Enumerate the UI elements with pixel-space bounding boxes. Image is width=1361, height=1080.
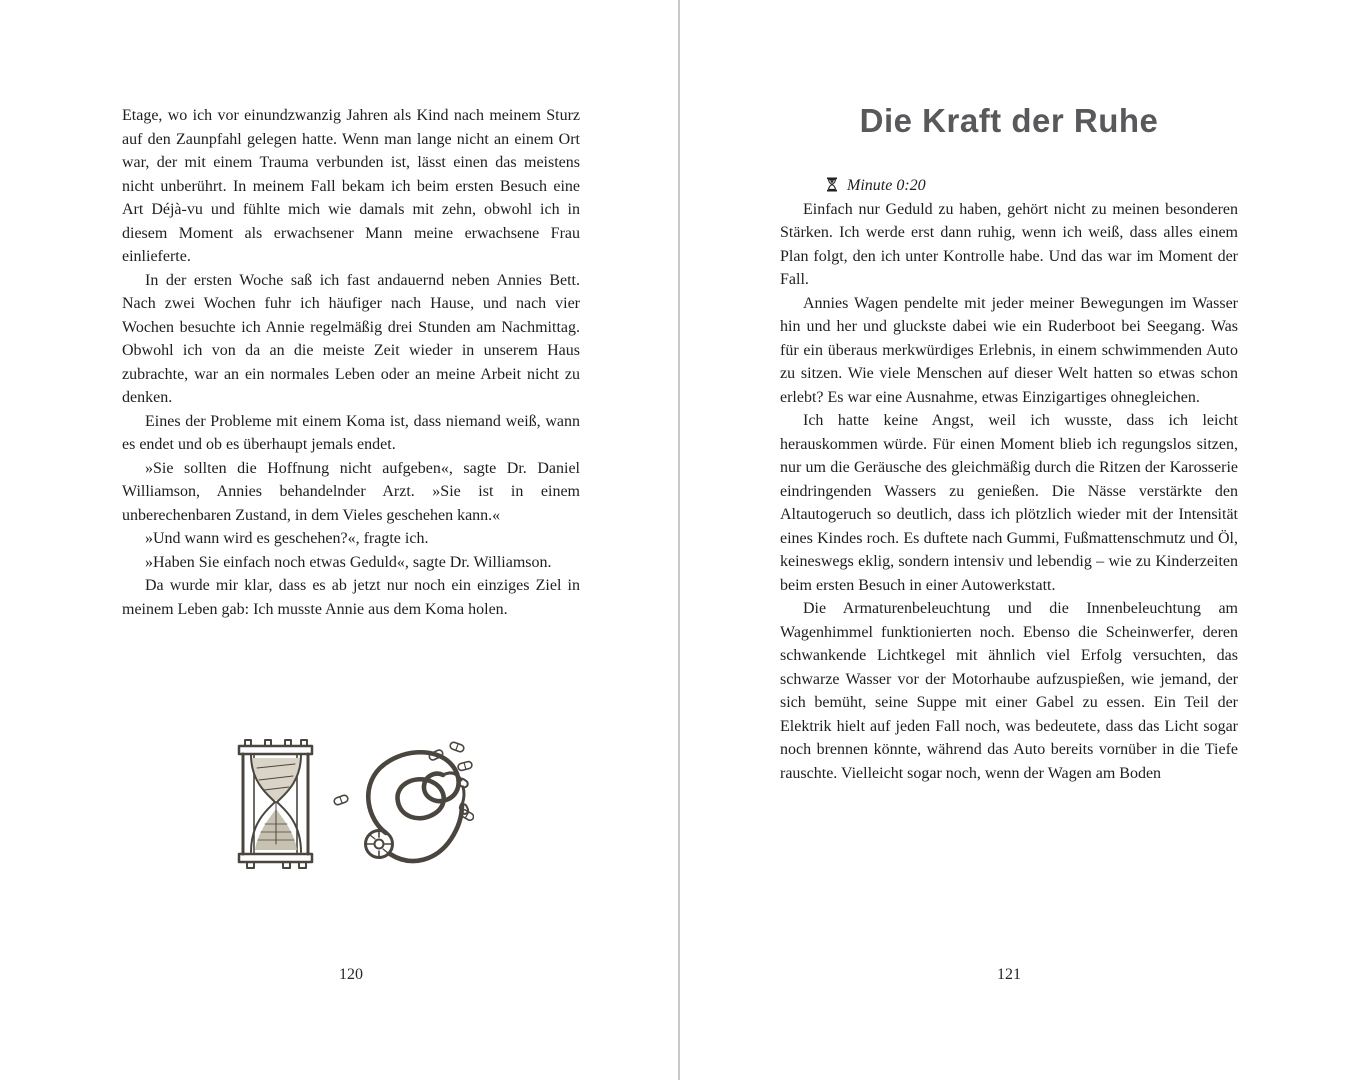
minute-marker-label: Minute 0:20 — [847, 177, 926, 194]
chapter-title: Die Kraft der Ruhe — [859, 102, 1159, 139]
paragraph: Annies Wagen pendelte mit jeder meiner Bewegungen im Wasser hin und her und gluckste dabei wie ein Ruderboot bei Seegang. Was für ein überaus merkwürdiges Erlebnis, in einem schwimmenden Auto zu sitzen. Wie viele Menschen auf dieser Welt hatten so etwas schon erlebt? Es war eine Ausnahme, etwas Einzigartiges ohnegleichen. — [780, 294, 1238, 406]
hourglass-icon — [826, 177, 838, 192]
paragraph: »Haben Sie einfach noch etwas Geduld«, sagte Dr. Williamson. — [145, 553, 552, 571]
stethoscope-illustration — [365, 752, 469, 861]
paragraph: »Sie sollten die Hoffnung nicht aufgeben«, sagte Dr. Daniel Williamson, Annies behandelnder Arzt. »Sie ist in einem unberechenbaren Zustand, in dem Vieles geschehen kann.« — [122, 459, 580, 524]
paragraph: Einfach nur Geduld zu haben, gehört nicht zu meinen besonderen Stärken. Ich werde erst dann ruhig, wenn ich weiß, dass alles einem Plan folgt, den ich unter Kontrolle habe. Und das war im Moment der Fall. — [780, 200, 1238, 288]
page-gutter-divider — [678, 0, 680, 1080]
paragraph: Die Armaturenbeleuchtung und die Innenbeleuchtung am Wagenhimmel funktionierten noch. Ebenso die Scheinwerfer, deren schwankende Lichtkegel mit ähnlich viel Erfolg versuchten, das schwarze Wasser vor der Motorhaube aufzuspießen, wie jemand, der sich bemüht, seine Suppe mit einer Gabel zu essen. Ein Teil der Elektrik hielt auf jeden Fall noch, was bedeutete, dass das Licht sogar noch brennen könnte, während das Auto bereits vornüber in die Tiefe rauschte. Vielleicht sogar noch, wenn der Wagen am Boden — [780, 600, 1238, 782]
page-number-left: 120 — [339, 966, 363, 983]
paragraph: Da wurde mir klar, dass es ab jetzt nur noch ein einziges Ziel in meinem Leben gab: Ich musste Annie aus dem Koma holen. — [122, 577, 580, 618]
chapter-end-illustration — [122, 738, 580, 873]
left-page-text-block — [122, 104, 580, 621]
paragraph: Eines der Probleme mit einem Koma ist, dass niemand weiß, wann es endet und ob es überhaupt jemals endet. — [122, 412, 580, 453]
paragraph: »Und wann wird es geschehen?«, fragte ich. — [145, 530, 429, 547]
hourglass-illustration — [239, 740, 312, 868]
page-number-right: 121 — [997, 966, 1021, 983]
paragraph: In der ersten Woche saß ich fast andauernd neben Annies Bett. Nach zwei Wochen fuhr ich häufiger nach Hause, und nach vier Wochen besuchte ich Annie regelmäßig drei Stunden am Nachmittag. Obwohl ich von da an die meiste Zeit wieder in unserem Haus zubrachte, war an ein normales Leben oder an meine Arbeit nicht zu denken. — [122, 271, 580, 406]
right-page-text-block — [780, 101, 1238, 785]
illustration-canvas — [229, 738, 474, 873]
paragraph: Etage, wo ich vor einundzwanzig Jahren als Kind nach meinem Sturz auf den Zaunpfahl gelegen hatte. Wenn man lange nicht an einem Ort war, der mit einem Trauma verbunden ist, lässt einen das meistens nicht unberührt. In meinem Fall bekam ich beim ersten Besuch eine Art Déjà-vu und fühlte mich wie damals mit zehn, obwohl ich in diesem Moment als erwachsener Mann meine erwachsene Frau einlieferte. — [122, 107, 580, 265]
minute-marker — [780, 174, 1238, 198]
paragraph: Ich hatte keine Angst, weil ich wusste, dass ich leicht herauskommen würde. Für einen Moment blieb ich regungslos sitzen, nur um die Geräusche des gleichmäßig durch die Ritzen der Karosserie eindringenden Wassers zu genießen. Die Nässe verstärkte den Altautogeruch so deutlich, dass ich plötzlich wieder mit der Intensität eines Kindes roch. Es duftete nach Gummi, Fußmattenschmutz und Öl, keineswegs eklig, sondern intensiv und lebendig – wie zu Kinderzeiten beim ersten Besuch in einer Autowerkstatt. — [780, 412, 1238, 594]
